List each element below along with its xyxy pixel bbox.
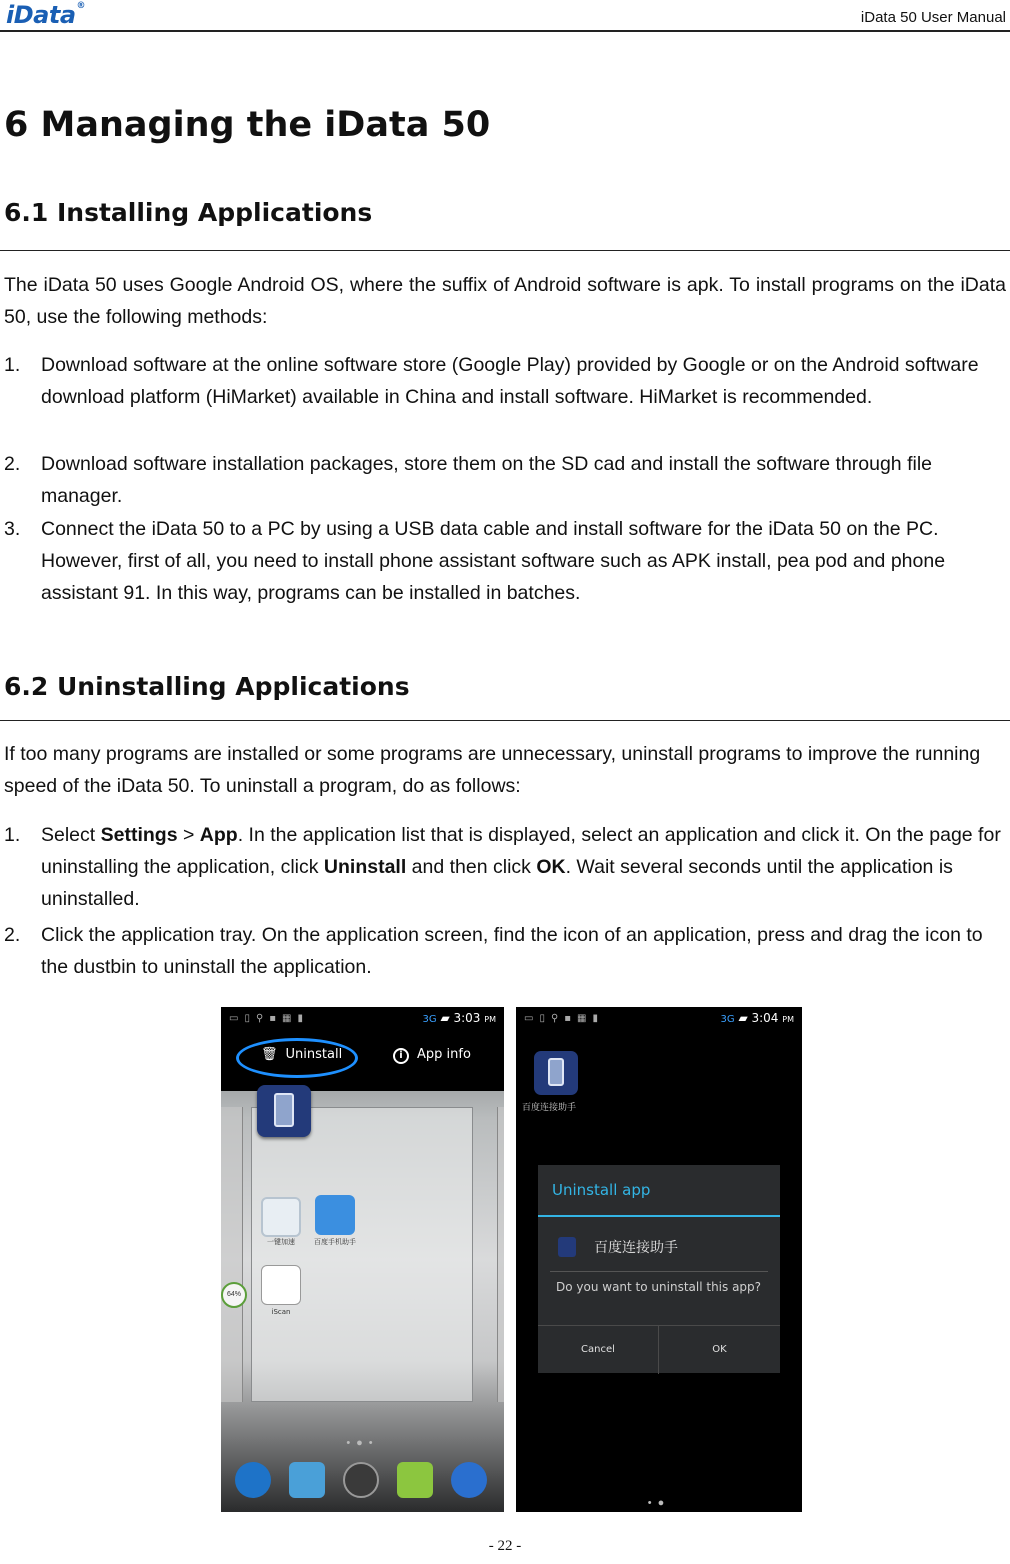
section-rule — [0, 250, 1010, 251]
ok-term: OK — [536, 856, 566, 878]
page-header — [0, 0, 1010, 32]
info-icon: i — [393, 1048, 409, 1064]
phone-icon — [274, 1093, 294, 1127]
section2-intro: If too many programs are installed or some programs are unnecessary, uninstall programs to improve the running speed of the iData 50. To uninstall a program, do as follows: — [4, 743, 981, 797]
status-right: 3G ▰ 3:04 PM — [720, 1011, 794, 1025]
app-term: App — [199, 824, 238, 846]
screenshot-drag-uninstall — [221, 1007, 504, 1512]
page-indicator: •●• — [346, 1437, 379, 1449]
ok-button[interactable]: OK — [712, 1344, 727, 1355]
phone-icon — [548, 1058, 564, 1086]
uninstall-term: Uninstall — [323, 856, 407, 878]
list-number: 1. — [4, 354, 21, 376]
header-title: iData 50 User Manual — [860, 9, 1006, 26]
app-label: 一键加速 — [267, 1238, 295, 1246]
status-bar — [221, 1007, 504, 1031]
section-rule — [0, 720, 1010, 721]
browser-globe-icon[interactable] — [451, 1462, 487, 1498]
right-panel — [497, 1107, 504, 1402]
status-right: 3G ▰ 3:03 PM — [422, 1011, 496, 1025]
notification-icons: ▭▯⚲▪▦▮ — [524, 1013, 605, 1024]
section-title-uninstalling: 6.2 Uninstalling Applications — [4, 672, 410, 701]
chapter-title: 6 Managing the iData 50 — [4, 105, 491, 145]
status-bar — [516, 1007, 802, 1031]
baidu-assistant-icon[interactable] — [315, 1195, 355, 1235]
notification-icons: ▭▯⚲▪▦▮ — [229, 1013, 310, 1024]
list-number: 2. — [4, 924, 21, 946]
phone-call-icon[interactable] — [235, 1462, 271, 1498]
section-title-installing: 6.1 Installing Applications — [4, 198, 373, 227]
trash-icon: 🗑 — [261, 1047, 278, 1062]
list-item — [4, 349, 1008, 413]
highlight-ellipse — [236, 1038, 358, 1078]
list-item — [4, 919, 1008, 983]
dialog-buttons — [538, 1325, 780, 1373]
contacts-icon[interactable] — [289, 1462, 325, 1498]
baidu-connect-app-icon[interactable] — [534, 1051, 578, 1095]
app-label: 百度手机助手 — [314, 1238, 356, 1246]
app-label: 百度连接助手 — [522, 1103, 577, 1113]
uninstall-drop-target[interactable]: 🗑 Uninstall — [261, 1047, 343, 1062]
messaging-icon[interactable] — [397, 1462, 433, 1498]
list-text: Download software at the online software store (Google Play) provided by Google or on the Android software download platform (HiMarket) available in China and install software. HiMarket is recommended. — [41, 354, 979, 408]
list-text: Select Settings > App. In the application list that is displayed, select an application and click it. On the page for uninstalling the application, click Uninstall and then click OK. Wait several seconds until the application is uninstalled. — [41, 824, 1001, 910]
dialog-separator — [550, 1271, 768, 1272]
list-number: 3. — [4, 518, 21, 540]
list-number: 2. — [4, 453, 21, 475]
dialog-app-name: 百度连接助手 — [594, 1240, 678, 1256]
home-panel — [251, 1107, 473, 1402]
uninstall-dialog — [538, 1165, 780, 1373]
dialog-title: Uninstall app — [552, 1181, 651, 1199]
idata-logo: iData® — [6, 1, 86, 29]
list-text: Connect the iData 50 to a PC by using a USB data cable and install software for the iData 50 on the PC. However, first of all, you need to install phone assistant software such as APK install, pea pod and phone assistant 91. In this way, programs can be installed in batches. — [41, 518, 946, 604]
speed-app-icon[interactable] — [261, 1197, 301, 1237]
barcode-icon[interactable] — [261, 1265, 301, 1305]
page-indicator: •● — [647, 1497, 671, 1509]
screenshot-uninstall-dialog — [516, 1007, 802, 1512]
list-item — [4, 448, 1008, 512]
battery-gauge: 64% — [221, 1282, 247, 1308]
cancel-button[interactable]: Cancel — [538, 1326, 659, 1374]
app-drawer-icon[interactable] — [343, 1462, 379, 1498]
dialog-app-icon — [558, 1237, 576, 1257]
list-item — [4, 819, 1008, 915]
dialog-title-rule — [538, 1215, 780, 1217]
app-info-drop-target[interactable]: i App info — [393, 1047, 471, 1064]
section1-intro: The iData 50 uses Google Android OS, where the suffix of Android software is apk. To install programs on the iData 50, use the following methods: — [4, 274, 1006, 328]
list-number: 1. — [4, 824, 21, 846]
settings-term: Settings — [100, 824, 178, 846]
dock — [221, 1452, 504, 1508]
list-text: Click the application tray. On the application screen, find the icon of an application, press and drag the icon to the dustbin to uninstall the application. — [41, 924, 983, 978]
list-text: Download software installation packages, store them on the SD cad and install the software through file manager. — [41, 453, 933, 507]
dragged-app-icon[interactable] — [257, 1085, 311, 1137]
dialog-message: Do you want to uninstall this app? — [556, 1280, 762, 1294]
page-number: - 22 - — [488, 1538, 522, 1554]
app-label: iScan — [271, 1308, 291, 1316]
left-panel — [221, 1107, 243, 1402]
list-item — [4, 513, 1008, 609]
